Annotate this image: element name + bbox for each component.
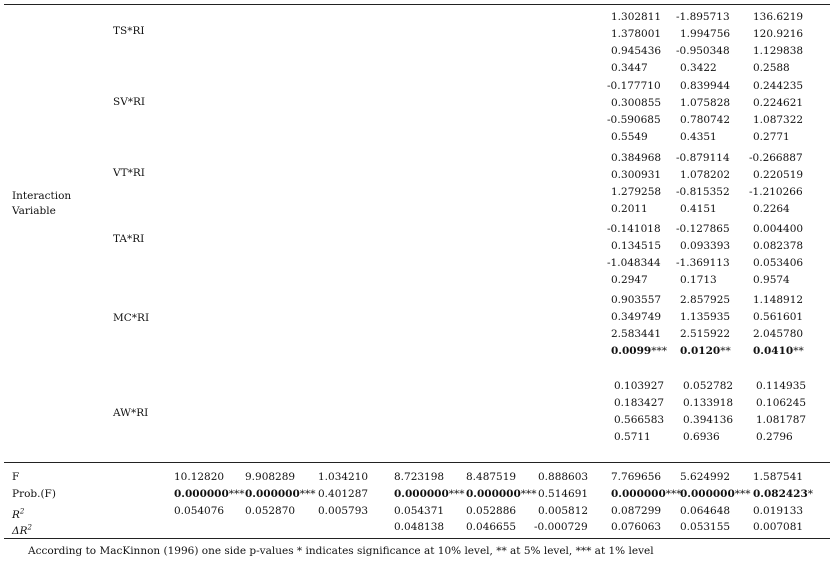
interaction-label: MC*RI xyxy=(113,312,150,324)
interaction-label: TS*RI xyxy=(113,25,145,37)
footnote: According to MacKinnon (1996) one side p-values * indicates significance at 10% level, ** at 5% level, *** at 1% level xyxy=(28,545,654,557)
stat-value: 1.587541 xyxy=(753,471,804,483)
stat-value: -0.000729 xyxy=(534,521,588,533)
coefficient-value: 0.1713 xyxy=(680,274,717,286)
value-text: 0.000000 xyxy=(394,488,449,500)
stats-top-rule xyxy=(4,462,830,463)
group-label-line1: Interaction xyxy=(12,190,72,202)
stat-value: 0.064648 xyxy=(680,505,731,517)
stat-value: 0.052870 xyxy=(245,505,296,517)
coefficient-value: 0.4351 xyxy=(680,131,717,143)
value-text: 0.000000 xyxy=(466,488,521,500)
coefficient-value: 0.052782 xyxy=(683,380,734,392)
significance-stars: ** xyxy=(793,345,804,357)
coefficient-value: 1.135935 xyxy=(680,311,731,323)
stat-value: 0.005793 xyxy=(318,505,369,517)
coefficient-value: 0.106245 xyxy=(756,397,807,409)
coefficient-value: 0.3422 xyxy=(680,62,717,74)
coefficient-value: -0.177710 xyxy=(607,80,661,92)
coefficient-value: 2.857925 xyxy=(680,294,731,306)
coefficient-value: 0.780742 xyxy=(680,114,731,126)
stat-value: 0.005812 xyxy=(538,505,589,517)
stat-label: F xyxy=(12,471,20,483)
bottom-rule xyxy=(4,538,830,539)
stat-value: 0.052886 xyxy=(466,505,517,517)
value-text: 0.0410 xyxy=(753,345,794,357)
probability-value xyxy=(394,487,465,501)
coefficient-value: 0.561601 xyxy=(753,311,804,323)
coefficient-value: 0.114935 xyxy=(756,380,807,392)
coefficient-value: -0.141018 xyxy=(607,223,661,235)
coefficient-value: 0.2011 xyxy=(611,203,648,215)
coefficient-value: 0.082378 xyxy=(753,240,804,252)
coefficient-value: 0.945436 xyxy=(611,45,662,57)
coefficient-value: 1.129838 xyxy=(753,45,804,57)
interaction-label: SV*RI xyxy=(113,96,146,108)
coefficient-value: 1.279258 xyxy=(611,186,662,198)
r-squared-label xyxy=(12,504,24,522)
probability-value xyxy=(538,487,588,501)
coefficient-value: 0.4151 xyxy=(680,203,717,215)
coefficient-value: 0.300855 xyxy=(611,97,662,109)
significance-stars: *** xyxy=(228,488,245,500)
value-text: 0.401287 xyxy=(318,488,369,500)
stat-value: 0.046655 xyxy=(466,521,517,533)
coefficient-value: 0.384968 xyxy=(611,152,662,164)
coefficient-value: 0.9574 xyxy=(753,274,790,286)
stat-value: 9.908289 xyxy=(245,471,296,483)
coefficient-value: 0.6936 xyxy=(683,431,720,443)
coefficient-value: 0.103927 xyxy=(614,380,665,392)
coefficient-value: -0.266887 xyxy=(749,152,803,164)
coefficient-value: 0.5711 xyxy=(614,431,651,443)
stat-value: 8.487519 xyxy=(466,471,517,483)
stat-value: 0.007081 xyxy=(753,521,804,533)
value-text: 0.514691 xyxy=(538,488,589,500)
stat-value: 0.054076 xyxy=(174,505,225,517)
coefficient-value: 0.053406 xyxy=(753,257,804,269)
stat-label-text: $\Delta R^2$ xyxy=(12,523,32,537)
coefficient-value: 0.566583 xyxy=(614,414,665,426)
coefficient-value: 0.903557 xyxy=(611,294,662,306)
coefficient-value: 0.2796 xyxy=(756,431,793,443)
stat-value: 0.076063 xyxy=(611,521,662,533)
coefficient-value: 0.004400 xyxy=(753,223,804,235)
coefficient-value: 1.994756 xyxy=(680,28,731,40)
value-text: 0.000000 xyxy=(245,488,300,500)
stat-value: 1.034210 xyxy=(318,471,369,483)
top-rule xyxy=(4,4,830,5)
coefficient-value: 0.133918 xyxy=(683,397,734,409)
value-text: 0.000000 xyxy=(611,488,666,500)
coefficient-value: -1.895713 xyxy=(676,11,730,23)
coefficient-value: 0.134515 xyxy=(611,240,662,252)
coefficient-value: 0.2264 xyxy=(753,203,790,215)
coefficient-value: 0.2947 xyxy=(611,274,648,286)
significance-stars: *** xyxy=(448,488,465,500)
value-text: 0.0120 xyxy=(680,345,721,357)
probability-value xyxy=(611,487,682,501)
stat-value: 0.087299 xyxy=(611,505,662,517)
interaction-label: VT*RI xyxy=(113,167,145,179)
group-label-line2: Variable xyxy=(12,205,56,217)
significance-stars: *** xyxy=(734,488,751,500)
stat-value: 0.019133 xyxy=(753,505,804,517)
coefficient-value: -0.127865 xyxy=(676,223,730,235)
coefficient-value: 0.2588 xyxy=(753,62,790,74)
value-text: 0.082423 xyxy=(753,488,808,500)
coefficient-value: 136.6219 xyxy=(753,11,804,23)
probability-value xyxy=(466,487,537,501)
coefficient-value: -0.590685 xyxy=(607,114,661,126)
coefficient-value: 1.087322 xyxy=(753,114,804,126)
coefficient-value: 2.045780 xyxy=(753,328,804,340)
stat-value: 10.12820 xyxy=(174,471,225,483)
coefficient-value: -0.879114 xyxy=(676,152,730,164)
value-text: 0.0099 xyxy=(611,345,652,357)
coefficient-value: 2.515922 xyxy=(680,328,731,340)
coefficient-value: -1.048344 xyxy=(607,257,661,269)
significance-stars: *** xyxy=(299,488,316,500)
significance-stars: *** xyxy=(520,488,537,500)
coefficient-value: -1.210266 xyxy=(749,186,803,198)
probability-value xyxy=(753,487,813,501)
significant-value xyxy=(753,344,804,358)
significance-stars: ** xyxy=(720,345,731,357)
stat-value: 0.048138 xyxy=(394,521,445,533)
stat-value: 0.888603 xyxy=(538,471,589,483)
coefficient-value: 0.2771 xyxy=(753,131,790,143)
coefficient-value: 0.183427 xyxy=(614,397,665,409)
coefficient-value: 1.075828 xyxy=(680,97,731,109)
stat-value: 5.624992 xyxy=(680,471,731,483)
interaction-label: TA*RI xyxy=(113,233,145,245)
interaction-label: AW*RI xyxy=(113,407,149,419)
coefficient-value: 0.244235 xyxy=(753,80,804,92)
stat-value: 0.053155 xyxy=(680,521,731,533)
stat-value: 7.769656 xyxy=(611,471,662,483)
stat-value: 0.054371 xyxy=(394,505,445,517)
coefficient-value: -0.950348 xyxy=(676,45,730,57)
value-text: 0.000000 xyxy=(174,488,229,500)
value-text: 0.000000 xyxy=(680,488,735,500)
coefficient-value: 0.839944 xyxy=(680,80,731,92)
coefficient-value: 1.078202 xyxy=(680,169,731,181)
coefficient-value: 0.300931 xyxy=(611,169,662,181)
probability-value xyxy=(318,487,368,501)
coefficient-value: 0.220519 xyxy=(753,169,804,181)
coefficient-value: 0.349749 xyxy=(611,311,662,323)
coefficient-value: -1.369113 xyxy=(676,257,730,269)
stat-label-text: $R^2$ xyxy=(12,507,25,521)
coefficient-value: 1.081787 xyxy=(756,414,807,426)
probability-value xyxy=(174,487,245,501)
coefficient-value: 1.302811 xyxy=(611,11,662,23)
coefficient-value: 0.394136 xyxy=(683,414,734,426)
coefficient-value: 120.9216 xyxy=(753,28,804,40)
coefficient-value: -0.815352 xyxy=(676,186,730,198)
coefficient-value: 0.093393 xyxy=(680,240,731,252)
stat-value: 8.723198 xyxy=(394,471,445,483)
significant-value xyxy=(611,344,667,358)
coefficient-value: 0.5549 xyxy=(611,131,648,143)
probability-value xyxy=(245,487,316,501)
significance-stars: * xyxy=(807,488,814,500)
coefficient-value: 1.378001 xyxy=(611,28,662,40)
delta-r-squared-label xyxy=(12,520,32,538)
stat-label: Prob.(F) xyxy=(12,488,56,500)
probability-value xyxy=(680,487,751,501)
coefficient-value: 0.224621 xyxy=(753,97,804,109)
coefficient-value: 1.148912 xyxy=(753,294,804,306)
significant-value xyxy=(680,344,731,358)
significance-stars: *** xyxy=(651,345,667,357)
significance-stars: *** xyxy=(665,488,682,500)
coefficient-value: 0.3447 xyxy=(611,62,648,74)
coefficient-value: 2.583441 xyxy=(611,328,662,340)
